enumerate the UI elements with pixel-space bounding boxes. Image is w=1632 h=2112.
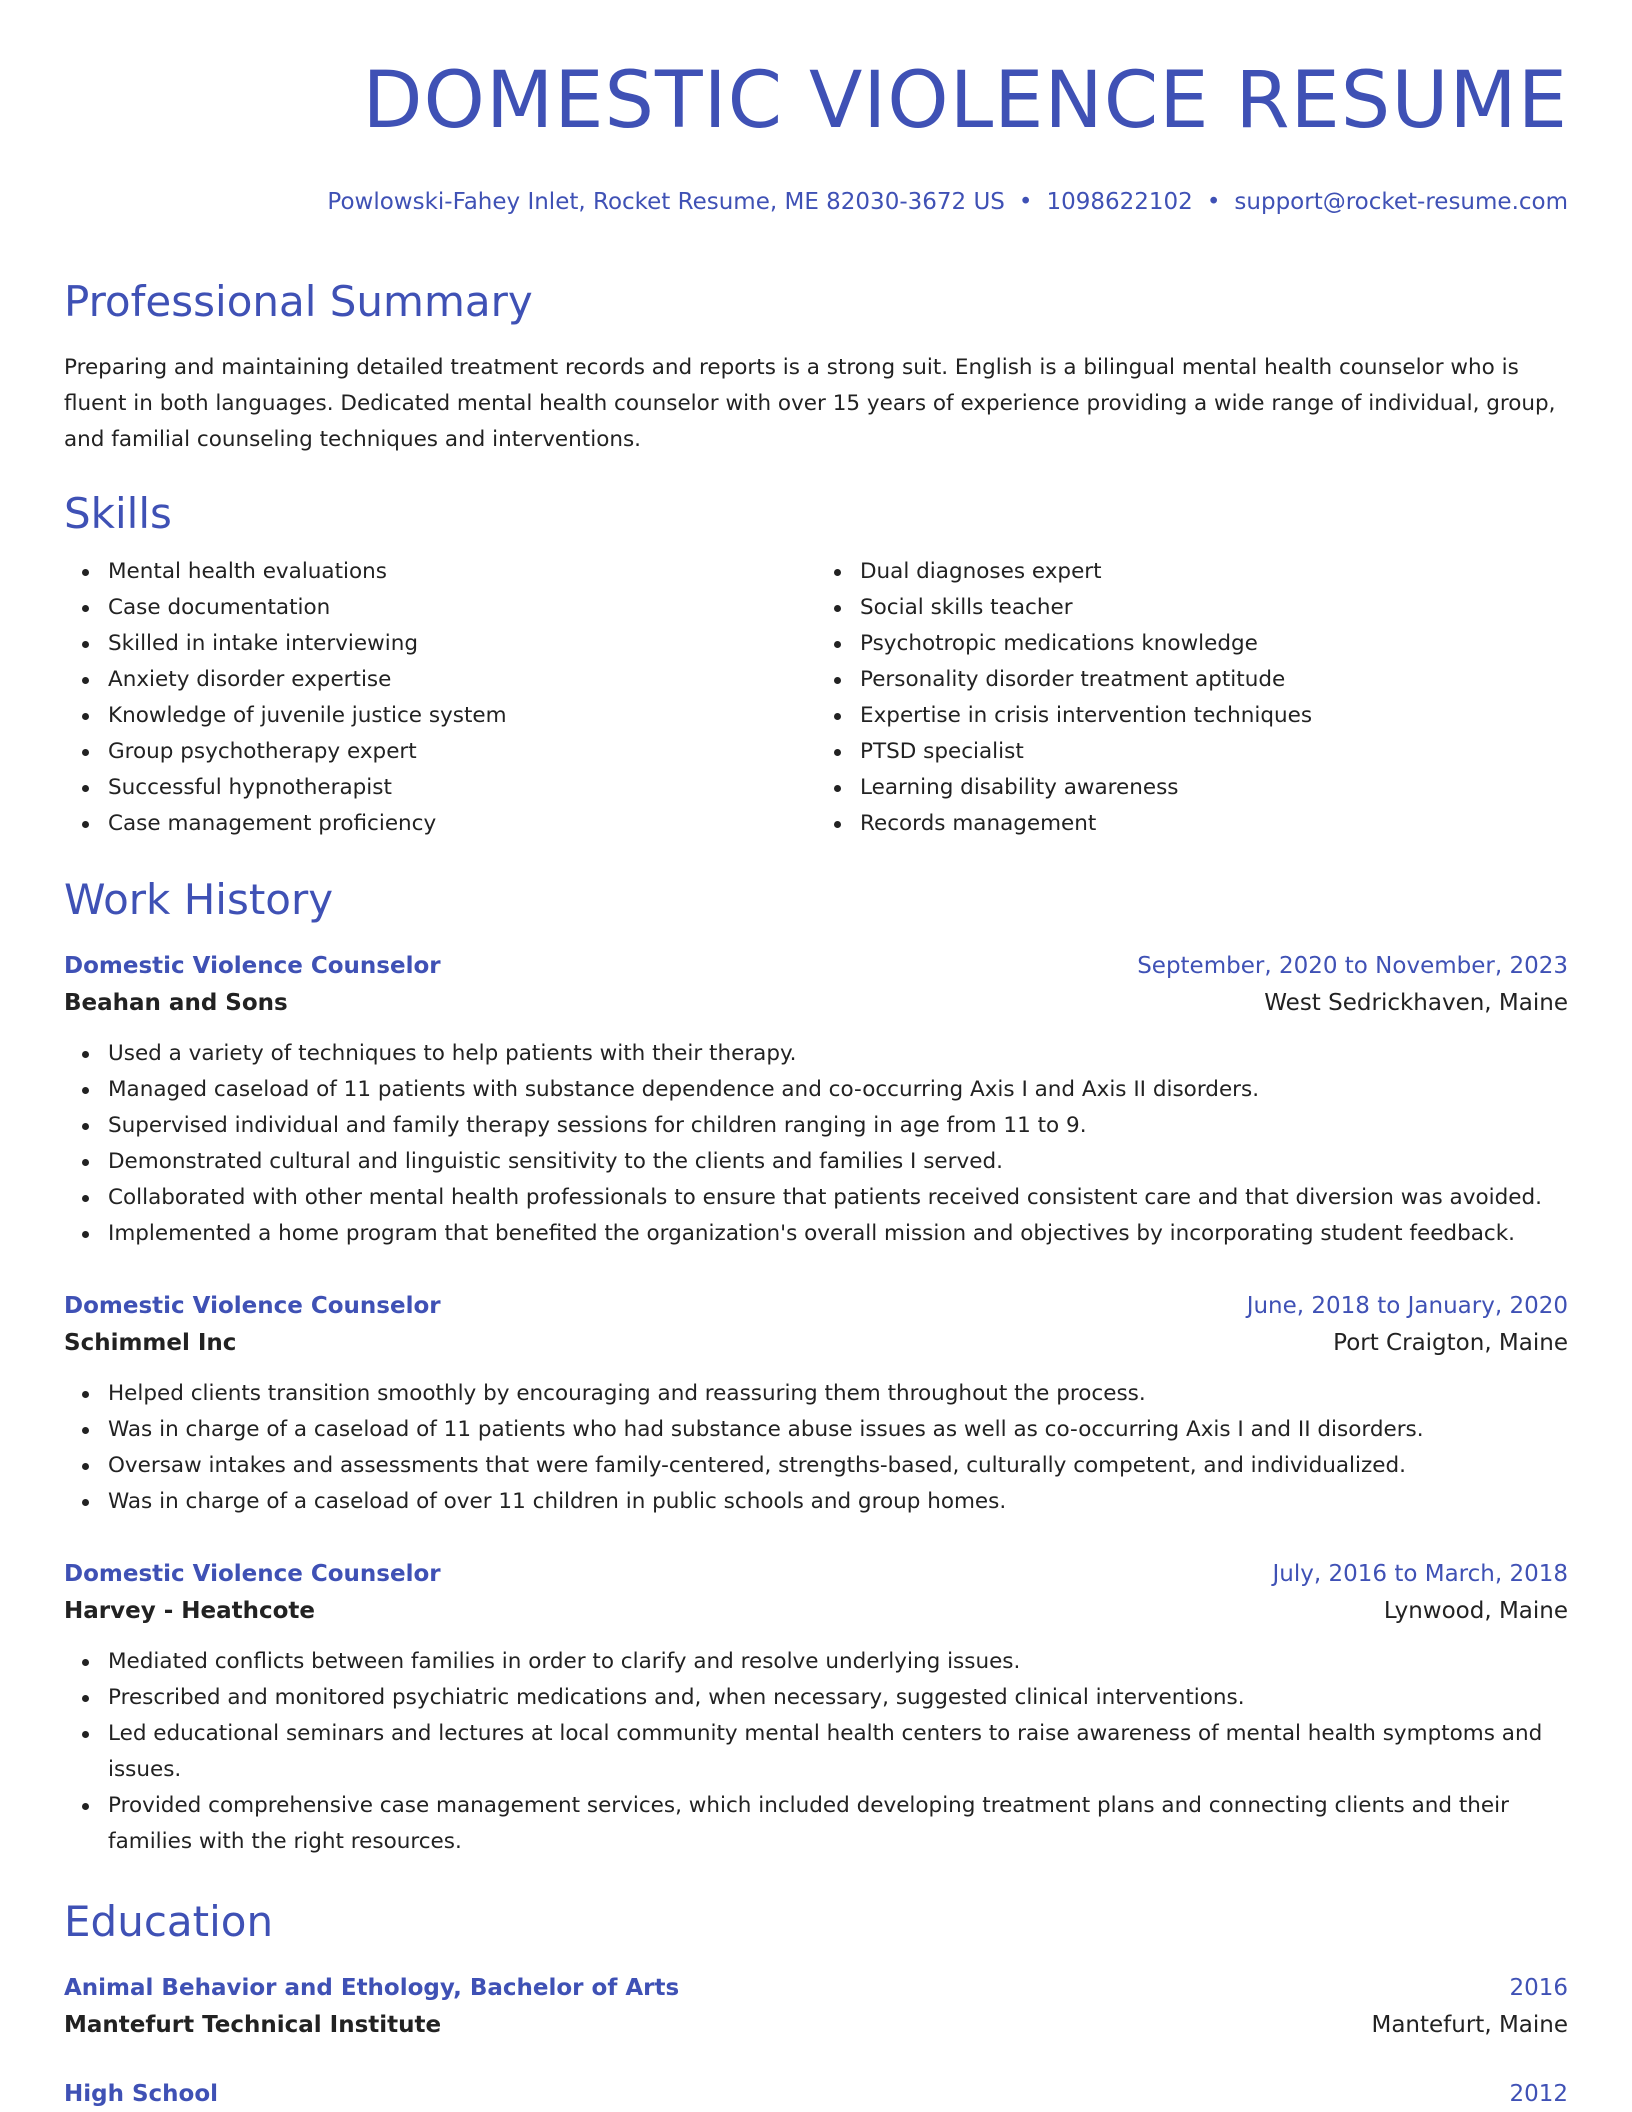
job-dates: June, 2018 to January, 2020 [1246,1293,1568,1319]
education-school: Mantefurt Technical Institute [64,2012,442,2038]
education-year: 2012 [1509,2081,1568,2107]
job-dates: July, 2016 to March, 2018 [1272,1561,1568,1587]
education-degree: Animal Behavior and Ethology, Bachelor of Arts [64,1975,680,2001]
job-bullet: Oversaw intakes and assessments that were family-centered, strengths-based, culturally competent, and individualized. [108,1448,1568,1484]
skill-item: Case documentation [108,590,816,626]
job-bullet: Demonstrated cultural and linguistic sensitivity to the clients and families I served. [108,1144,1568,1180]
job-company: Schimmel Inc [64,1330,237,1356]
contact-line [64,186,1568,218]
education-entry [64,1970,1568,2044]
job-header-row [64,948,1568,984]
job-bullet: Managed caseload of 11 patients with substance dependence and co-occurring Axis I and Axis II disorders. [108,1072,1568,1108]
contact-email[interactable]: support@rocket-resume.com [1234,189,1568,215]
skill-item: Skilled in intake interviewing [108,626,816,662]
skill-item: Mental health evaluations [108,554,816,590]
skill-item: Case management proficiency [108,806,816,842]
job-bullet: Collaborated with other mental health professionals to ensure that patients received consistent care and that diversion was avoided. [108,1180,1568,1216]
job-bullet: Was in charge of a caseload of over 11 children in public schools and group homes. [108,1484,1568,1520]
contact-separator: • [1206,189,1221,215]
skills-list [64,554,1568,842]
summary-text: Preparing and maintaining detailed treatment records and reports is a strong suit. English is a bilingual mental health counselor who is fluent in both languages. Dedicated mental health counselor with over 15 years of experience providing a wide range of individual, group, and familial counseling techniques and interventions. [64,355,1556,452]
job-title: Domestic Violence Counselor [64,1293,441,1319]
education-heading: Education [64,1897,274,1946]
job-title: Domestic Violence Counselor [64,953,441,979]
job-entry [64,1556,1568,1860]
skills-heading: Skills [64,489,172,538]
contact-address: Powlowski-Fahey Inlet, Rocket Resume, ME 82030-3672 US [327,189,1005,215]
work-history-heading: Work History [64,875,334,924]
education-degree: High School [64,2081,219,2107]
job-entry [64,948,1568,1252]
job-bullet: Helped clients transition smoothly by encouraging and reassuring them throughout the process. [108,1376,1568,1412]
job-bullet: Mediated conflicts between families in order to clarify and resolve underlying issues. [108,1644,1568,1680]
job-bullet: Provided comprehensive case management services, which included developing treatment plans and connecting clients and their families with the right resources. [108,1788,1568,1860]
job-bullets [64,1376,1568,1520]
resume-name: DOMESTIC VIOLENCE RESUME [362,56,1568,146]
job-bullet: Supervised individual and family therapy sessions for children ranging in age from 11 to 9. [108,1108,1568,1144]
contact-phone: 1098622102 [1046,189,1193,215]
skill-item: Dual diagnoses expert [860,554,1568,590]
job-bullets [64,1036,1568,1252]
job-title: Domestic Violence Counselor [64,1561,441,1587]
education-header-row [64,2076,1568,2112]
job-bullet: Implemented a home program that benefited the organization's overall mission and objectives by incorporating student feedback. [108,1216,1568,1252]
job-company-row [64,1592,1568,1630]
education-school-row [64,2006,1568,2044]
job-location: Port Craigton, Maine [1333,1330,1568,1356]
education-year: 2016 [1509,1975,1568,2001]
job-location: West Sedrickhaven, Maine [1264,990,1568,1016]
job-bullet: Prescribed and monitored psychiatric medications and, when necessary, suggested clinical interventions. [108,1680,1568,1716]
job-dates: September, 2020 to November, 2023 [1137,953,1568,979]
skill-item: Group psychotherapy expert [108,734,816,770]
job-company: Harvey - Heathcote [64,1598,316,1624]
job-location: Lynwood, Maine [1383,1598,1568,1624]
job-company: Beahan and Sons [64,990,288,1016]
skill-item: Learning disability awareness [860,770,1568,806]
education-entry [64,2076,1568,2112]
job-bullet: Used a variety of techniques to help patients with their therapy. [108,1036,1568,1072]
skill-item: Successful hypnotherapist [108,770,816,806]
skills-column-left [64,554,816,842]
job-bullet: Was in charge of a caseload of 11 patients who had substance abuse issues as well as co-occurring Axis I and II disorders. [108,1412,1568,1448]
job-bullets [64,1644,1568,1860]
skill-item: Social skills teacher [860,590,1568,626]
education-header-row [64,1970,1568,2006]
job-bullet: Led educational seminars and lectures at local community mental health centers to raise awareness of mental health symptoms and issues. [108,1716,1568,1788]
skill-item: Expertise in crisis intervention techniques [860,698,1568,734]
job-header-row [64,1556,1568,1592]
skill-item: Anxiety disorder expertise [108,662,816,698]
summary-heading: Professional Summary [64,277,533,326]
job-company-row [64,984,1568,1022]
skills-column-right [816,554,1568,842]
education-location: Mantefurt, Maine [1371,2012,1568,2038]
skill-item: Psychotropic medications knowledge [860,626,1568,662]
job-entry [64,1288,1568,1520]
job-header-row [64,1288,1568,1324]
skill-item: Knowledge of juvenile justice system [108,698,816,734]
contact-separator: • [1018,189,1033,215]
job-company-row [64,1324,1568,1362]
skill-item: PTSD specialist [860,734,1568,770]
skill-item: Personality disorder treatment aptitude [860,662,1568,698]
skill-item: Records management [860,806,1568,842]
